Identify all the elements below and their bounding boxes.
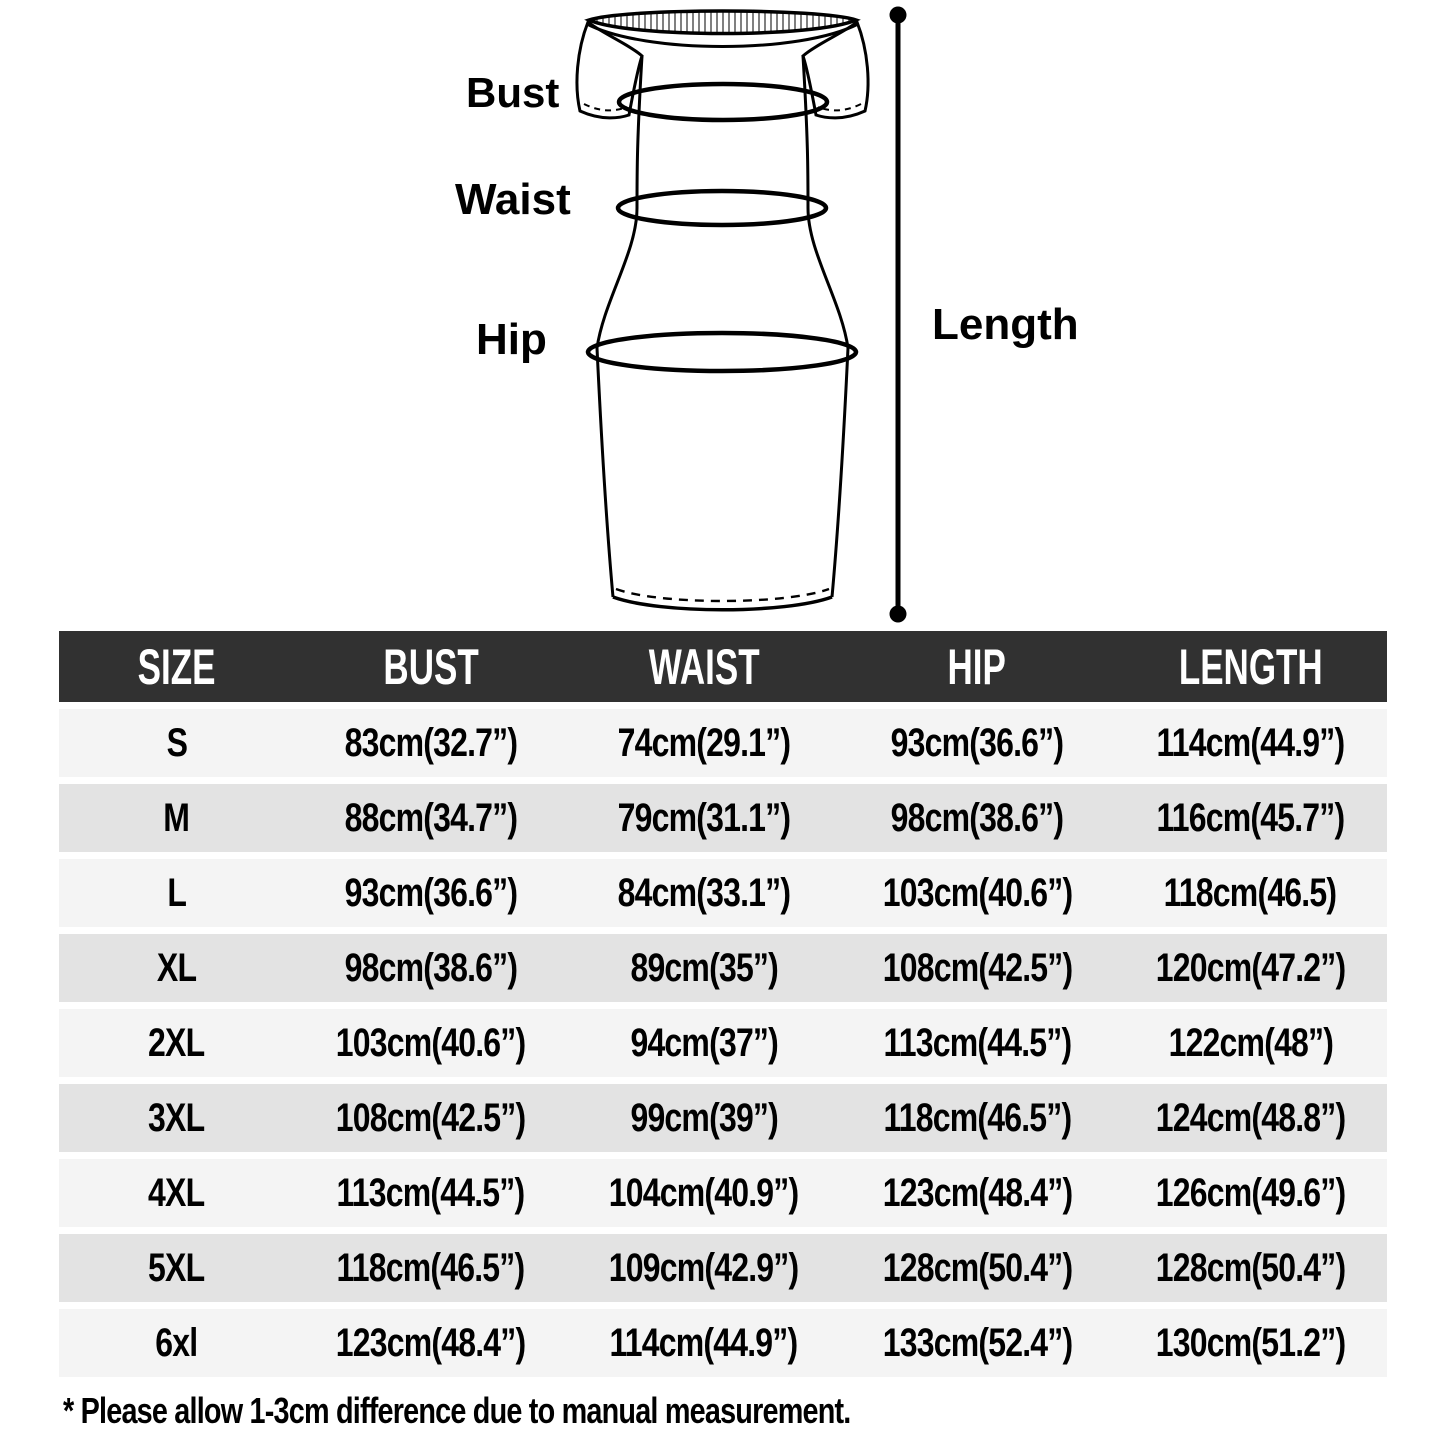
footnote-text: * Please allow 1-3cm difference due to manual measurement. (63, 1390, 851, 1431)
waist-ellipse (618, 191, 826, 225)
cell-text: 128cm(50.4”) (882, 1245, 1072, 1290)
value-cell (1114, 1009, 1387, 1077)
value-cell-size (59, 1159, 294, 1227)
value-cell (1114, 1309, 1387, 1377)
cell-text: 130cm(51.2”) (1155, 1320, 1346, 1365)
value-cell (294, 1309, 567, 1377)
table-row (59, 784, 1387, 852)
value-cell (841, 1309, 1114, 1377)
value-cell-size (59, 1009, 294, 1077)
table-row (59, 1309, 1387, 1377)
value-cell (567, 1159, 840, 1227)
cell-text: 113cm(44.5”) (336, 1170, 525, 1215)
value-cell (567, 859, 840, 927)
value-cell (567, 1309, 840, 1377)
cell-text: 118cm(46.5”) (336, 1245, 525, 1290)
dress-drawing-icon (0, 0, 1445, 631)
cell-text: 6xl (155, 1320, 198, 1365)
header-cell (1114, 631, 1387, 702)
cell-text: 116cm(45.7”) (1156, 795, 1345, 840)
value-cell (841, 1234, 1114, 1302)
value-cell (841, 1159, 1114, 1227)
cell-text: BUST (383, 638, 479, 695)
value-cell (567, 1084, 840, 1152)
value-cell (294, 709, 567, 777)
value-cell (294, 1009, 567, 1077)
value-cell (841, 934, 1114, 1002)
cell-text: 108cm(42.5”) (882, 945, 1072, 990)
cell-text: 83cm(32.7”) (344, 720, 517, 765)
cell-text: 98cm(38.6”) (344, 945, 517, 990)
cell-text: 103cm(40.6”) (882, 870, 1072, 915)
cell-text: WAIST (648, 638, 760, 695)
length-label: Length (932, 300, 1079, 349)
cell-text: 118cm(46.5) (1164, 870, 1337, 915)
cell-text: M (163, 795, 190, 840)
cell-text: 128cm(50.4”) (1155, 1245, 1346, 1290)
value-cell (567, 934, 840, 1002)
cell-text: 122cm(48”) (1168, 1020, 1333, 1065)
table-header-row (59, 631, 1387, 702)
value-cell (1114, 709, 1387, 777)
value-cell (841, 709, 1114, 777)
cell-text: 113cm(44.5”) (883, 1020, 1072, 1065)
table-row (59, 1159, 1387, 1227)
value-cell (1114, 859, 1387, 927)
cell-text: 88cm(34.7”) (344, 795, 517, 840)
cell-text: SIZE (137, 638, 216, 695)
value-cell (1114, 1084, 1387, 1152)
value-cell-size (59, 1309, 294, 1377)
header-cell (294, 631, 567, 702)
cell-text: 79cm(31.1”) (617, 795, 791, 840)
cell-text: 108cm(42.5”) (335, 1095, 526, 1140)
value-cell (567, 709, 840, 777)
cell-text: 3XL (148, 1095, 205, 1140)
value-cell-size (59, 709, 294, 777)
value-cell-size (59, 934, 294, 1002)
value-cell (294, 1084, 567, 1152)
cell-text: 2XL (148, 1020, 205, 1065)
value-cell (841, 784, 1114, 852)
header-cell (841, 631, 1114, 702)
header-cell (567, 631, 840, 702)
value-cell (1114, 784, 1387, 852)
hip-ellipse (588, 333, 856, 371)
cell-text: 74cm(29.1”) (617, 720, 791, 765)
cell-text: 114cm(44.9”) (1156, 720, 1345, 765)
cell-text: LENGTH (1178, 638, 1323, 695)
cell-text: 118cm(46.5”) (883, 1095, 1072, 1140)
bust-ellipse (619, 84, 827, 120)
cell-text: 5XL (148, 1245, 205, 1290)
value-cell (841, 1009, 1114, 1077)
bust-label: Bust (466, 69, 560, 116)
table-row (59, 1234, 1387, 1302)
cell-text: L (167, 870, 186, 915)
value-cell (294, 784, 567, 852)
value-cell-size (59, 1084, 294, 1152)
value-cell-size (59, 1234, 294, 1302)
value-cell-size (59, 859, 294, 927)
table-row (59, 1009, 1387, 1077)
cell-text: 120cm(47.2”) (1155, 945, 1346, 990)
measurement-footnote (63, 1390, 1047, 1432)
value-cell (294, 859, 567, 927)
length-measure-line (890, 7, 907, 623)
value-cell (841, 1084, 1114, 1152)
cell-text: 109cm(42.9”) (609, 1245, 799, 1290)
cell-text: 89cm(35”) (630, 945, 778, 990)
cell-text: S (166, 720, 187, 765)
cell-text: 103cm(40.6”) (335, 1020, 526, 1065)
value-cell-size (59, 784, 294, 852)
value-cell (567, 1009, 840, 1077)
value-cell (841, 859, 1114, 927)
value-cell (567, 1234, 840, 1302)
header-cell-size (59, 631, 294, 702)
table-row (59, 709, 1387, 777)
cell-text: 93cm(36.6”) (344, 870, 517, 915)
measurement-diagram (0, 0, 1445, 631)
cell-text: 133cm(52.4”) (882, 1320, 1072, 1365)
hip-label: Hip (476, 315, 547, 364)
value-cell (1114, 1234, 1387, 1302)
cell-text: 94cm(37”) (630, 1020, 778, 1065)
cell-text: XL (156, 945, 197, 990)
cell-text: 84cm(33.1”) (617, 870, 791, 915)
cell-text: 123cm(48.4”) (882, 1170, 1072, 1215)
value-cell (567, 784, 840, 852)
cell-text: 114cm(44.9”) (609, 1320, 798, 1365)
value-cell (294, 1159, 567, 1227)
cell-text: 99cm(39”) (630, 1095, 778, 1140)
dress-collar-band (589, 11, 856, 34)
cell-text: 4XL (148, 1170, 205, 1215)
cell-text: HIP (947, 638, 1007, 695)
cell-text: 104cm(40.9”) (609, 1170, 799, 1215)
cell-text: 123cm(48.4”) (335, 1320, 526, 1365)
value-cell (1114, 1159, 1387, 1227)
table-row (59, 1084, 1387, 1152)
cell-text: 98cm(38.6”) (890, 795, 1064, 840)
value-cell (1114, 934, 1387, 1002)
table-row (59, 934, 1387, 1002)
table-row (59, 859, 1387, 927)
cell-text: 93cm(36.6”) (890, 720, 1064, 765)
value-cell (294, 1234, 567, 1302)
value-cell (294, 934, 567, 1002)
size-table (59, 631, 1387, 1384)
waist-label: Waist (455, 175, 571, 224)
cell-text: 124cm(48.8”) (1155, 1095, 1346, 1140)
cell-text: 126cm(49.6”) (1155, 1170, 1346, 1215)
